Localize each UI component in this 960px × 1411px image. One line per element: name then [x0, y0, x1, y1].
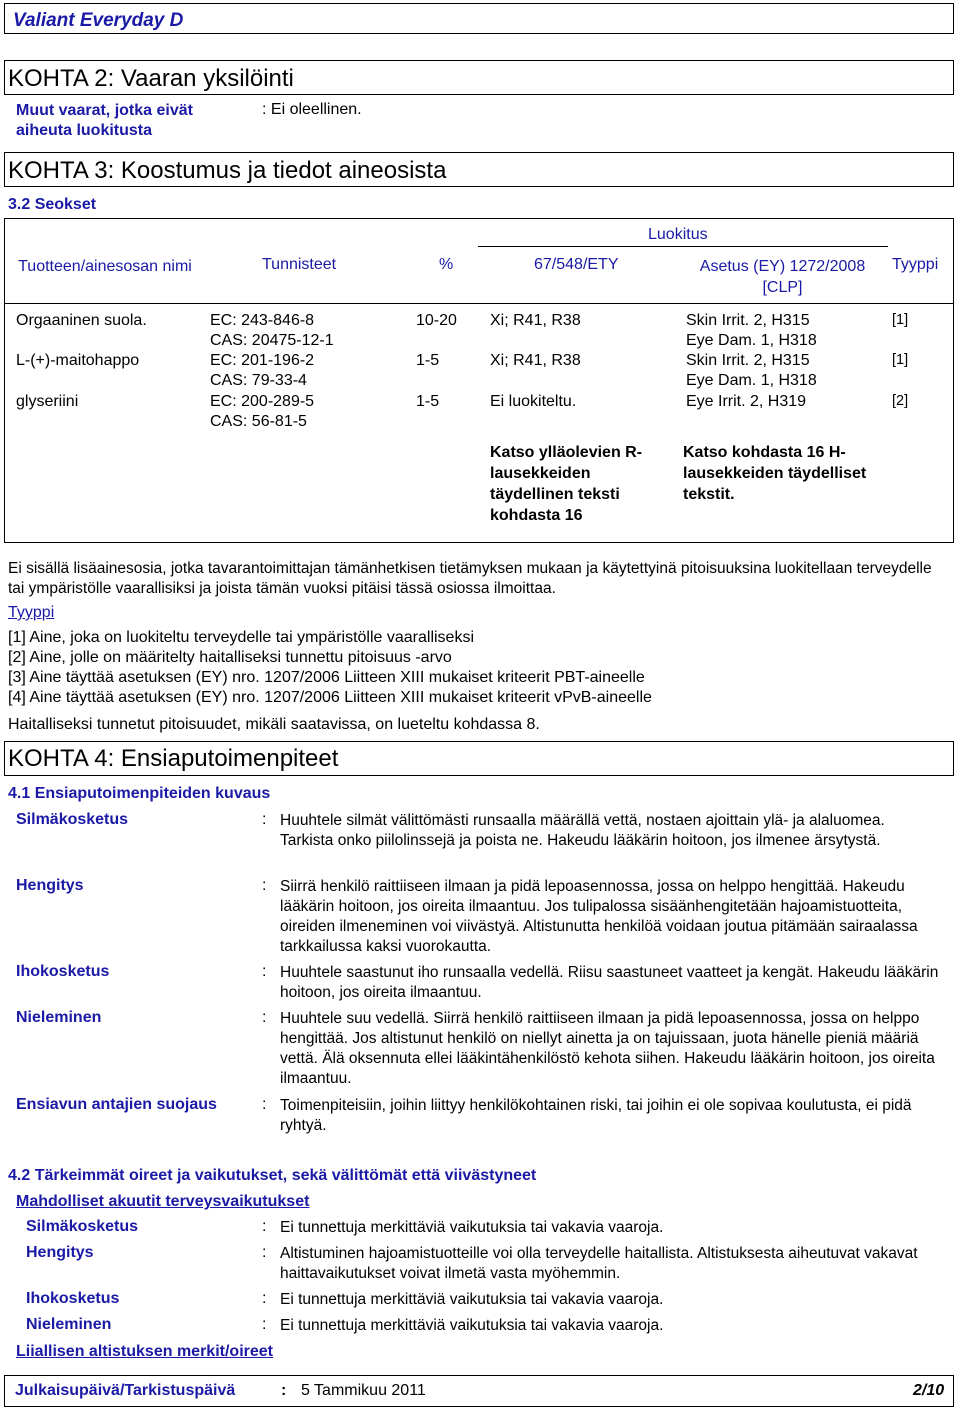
row-3-cas: CAS: 56-81-5 [210, 413, 307, 430]
first-aid-eye-text: Huuhtele silmät välittömästi runsaalla määrällä vettä, nostaen ajoittain ylä- ja alaluomea. Tarkista onko piilolinssejä ja poista ne. Hakeudu lääkärin hoitoon, jos ilmenee ärsytystä. [280, 812, 885, 849]
type-line-3: [3] Aine täyttää asetuksen (EY) nro. 1207/2006 Liitteen XIII mukaiset kriteerit PBT-aineelle [8, 669, 645, 686]
row-2-dsd: Xi; R41, R38 [490, 352, 581, 369]
first-aid-protection-label: Ensiavun antajien suojaus [16, 1096, 217, 1113]
first-aid-inhalation-label: Hengitys [16, 877, 84, 894]
col-clp-header: Asetus (EY) 1272/2008 [CLP] [699, 258, 866, 296]
first-aid-skin-text: Huuhtele saastunut iho runsaalla vedellä. Riisu saastuneet vaatteet ja kengät. Hakeudu lääkärin hoitoon, jos oireita ilmaantuu. [280, 964, 939, 1001]
first-aid-eye-label: Silmäkosketus [16, 811, 129, 828]
document-header [4, 3, 954, 34]
acute-skin-text: Ei tunnettuja merkittäviä vaikutuksia tai vakavia vaaroja. [280, 1291, 664, 1308]
row-2-type: [1] [892, 352, 909, 368]
acute-ingestion-text: Ei tunnettuja merkittäviä vaikutuksia tai vakavia vaaroja. [280, 1317, 664, 1334]
first-aid-ingestion-label: Nieleminen [16, 1009, 102, 1026]
row-2-cas: CAS: 79-33-4 [210, 372, 307, 389]
row-3-dsd: Ei luokiteltu. [490, 393, 577, 410]
classification-divider [478, 246, 888, 247]
footer-date-label: Julkaisupäivä/Tarkistuspäivä [15, 1382, 236, 1399]
limits-note: Haitalliseksi tunnetut pitoisuudet, mikäli saatavissa, on lueteltu kohdassa 8. [8, 716, 540, 733]
type-line-1: [1] Aine, joka on luokiteltu terveydelle tai ympäristölle vaaralliseksi [8, 629, 475, 646]
acute-inhalation-colon: : [262, 1244, 267, 1261]
row-1-ec: EC: 243-846-8 [210, 312, 315, 329]
acute-eye-label: Silmäkosketus [26, 1218, 139, 1235]
row-1-cas: CAS: 20475-12-1 [210, 332, 334, 349]
section3-title: KOHTA 3: Koostumus ja tiedot aineosista [8, 157, 447, 184]
table-header-divider [4, 303, 954, 304]
type-line-2: [2] Aine, jolle on määritelty haitalliseksi tunnettu pitoisuus -arvo [8, 649, 452, 666]
other-hazards-label: Muut vaarat, jotka eivät aiheuta luokitusta [16, 102, 193, 139]
acute-eye-text: Ei tunnettuja merkittäviä vaikutuksia tai vakavia vaaroja. [280, 1219, 664, 1236]
row-1-dsd: Xi; R41, R38 [490, 312, 581, 329]
section4-title: KOHTA 4: Ensiaputoimenpiteet [8, 745, 339, 772]
classification-header: Luokitus [648, 226, 708, 243]
row-3-percent: 1-5 [416, 393, 440, 410]
row-1-type: [1] [892, 312, 909, 328]
acute-ingestion-colon: : [262, 1316, 267, 1333]
dsd-note: Katso ylläolevien R-lausekkeiden täydellinen teksti kohdasta 16 [490, 444, 643, 524]
type-line-4: [4] Aine täyttää asetuksen (EY) nro. 1207/2006 Liitteen XIII mukaiset kriteerit vPvB-aineelle [8, 689, 652, 706]
row-2-name: L-(+)-maitohappo [16, 352, 140, 369]
section4-subtitle: 4.1 Ensiaputoimenpiteiden kuvaus [8, 785, 271, 802]
col-type-header: Tyyppi [892, 256, 939, 273]
other-hazards-text: Ei oleellinen. [270, 101, 362, 118]
first-aid-skin-colon: : [262, 963, 267, 980]
row-1-name: Orgaaninen suola. [16, 312, 147, 329]
acute-skin-colon: : [262, 1290, 267, 1307]
col-percent-header: % [439, 256, 454, 273]
first-aid-protection-text: Toimenpiteisiin, joihin liittyy henkilökohtainen riski, tai joihin ei ole sopivaa koulutusta, ei pidä ryhtyä. [280, 1097, 912, 1134]
row-3-clp-eye: Eye Irrit. 2, H319 [686, 393, 807, 410]
row-3-type: [2] [892, 393, 909, 409]
row-1-clp-skin: Skin Irrit. 2, H315 [686, 312, 810, 329]
first-aid-inhalation-colon: : [262, 877, 267, 894]
first-aid-protection-colon: : [262, 1096, 267, 1113]
row-2-percent: 1-5 [416, 352, 440, 369]
row-3-name: glyseriini [16, 393, 79, 410]
first-aid-eye-colon: : [262, 811, 267, 828]
row-2-clp-skin: Skin Irrit. 2, H315 [686, 352, 810, 369]
acute-skin-label: Ihokosketus [26, 1290, 120, 1307]
acute-effects-heading: Mahdolliset akuutit terveysvaikutukset [16, 1193, 310, 1210]
acute-inhalation-label: Hengitys [26, 1244, 94, 1261]
section2-title: KOHTA 2: Vaaran yksilöinti [8, 65, 294, 92]
row-1-percent: 10-20 [416, 312, 457, 329]
col-dsd-header: 67/548/ETY [534, 256, 619, 273]
first-aid-ingestion-colon: : [262, 1009, 267, 1026]
page-number: 2/10 [913, 1382, 945, 1399]
other-hazards-value: : Ei oleellinen. [262, 101, 362, 118]
acute-ingestion-label: Nieleminen [26, 1316, 112, 1333]
section3-subtitle: 3.2 Seokset [8, 196, 97, 213]
first-aid-skin-label: Ihokosketus [16, 963, 110, 980]
first-aid-ingestion-text: Huuhtele suu vedellä. Siirrä henkilö raittiiseen ilmaan ja pidä lepoasennossa, jossa on helppo hengittää. Jos altistunut henkilö on niellyt ainetta ja on tajuissaan, juota hänelle pieniä määriä vettä. Älä oksennuta ellei lääkintähenkilöstö kehota siihen. Hakeudu lääkärin hoitoon, jos oireita ilmaantuu. [280, 1010, 935, 1087]
col-name-header: Tuotteen/ainesosan nimi [18, 258, 192, 275]
type-heading: Tyyppi [8, 604, 55, 621]
row-3-ec: EC: 200-289-5 [210, 393, 315, 410]
row-1-clp-eye: Eye Dam. 1, H318 [686, 332, 817, 349]
footer-colon: : [281, 1382, 287, 1399]
document-footer [4, 1375, 954, 1407]
row-2-ec: EC: 201-196-2 [210, 352, 315, 369]
overexposure-heading: Liiallisen altistuksen merkit/oireet [16, 1343, 273, 1360]
col-ids-header: Tunnisteet [262, 256, 337, 273]
composition-statement: Ei sisällä lisäainesosia, jotka tavarantoimittajan tämänhetkisen tietämyksen mukaan ja käytettyinä pitoisuuksina luokitellaan terveydelle tai ympäristölle vaarallisiksi ja joista tämän vuoksi pitäisi tässä osiossa ilmoittaa. [8, 560, 932, 597]
acute-eye-colon: : [262, 1218, 267, 1235]
clp-note: Katso kohdasta 16 H-lausekkeiden täydelliset tekstit. [683, 444, 867, 503]
product-name: Valiant Everyday D [13, 10, 184, 31]
first-aid-inhalation-text: Siirrä henkilö raittiiseen ilmaan ja pidä lepoasennossa, jossa on helppo hengittää. Hakeudu lääkärin hoitoon, jos oireita ilmaantuu. Jos tulipalossa sisäänhengitetään hajoamistuotteita, oireiden ilmeneminen voi viivästyä. Altistunutta henkilöä voidaan joutua pitämään sairaalassa tarkkailussa kaksi vuorokautta. [280, 878, 918, 955]
acute-inhalation-text: Altistuminen hajoamistuotteille voi olla terveydelle haitallista. Altistuksesta aiheutuvat vakavat haittavaikutukset voivat ilmetä vasta myöhemmin. [280, 1245, 918, 1282]
footer-date: 5 Tammikuu 2011 [301, 1382, 426, 1399]
row-2-clp-eye: Eye Dam. 1, H318 [686, 372, 817, 389]
section4-subtitle-2: 4.2 Tärkeimmät oireet ja vaikutukset, sekä välittömät että viivästyneet [8, 1167, 537, 1184]
